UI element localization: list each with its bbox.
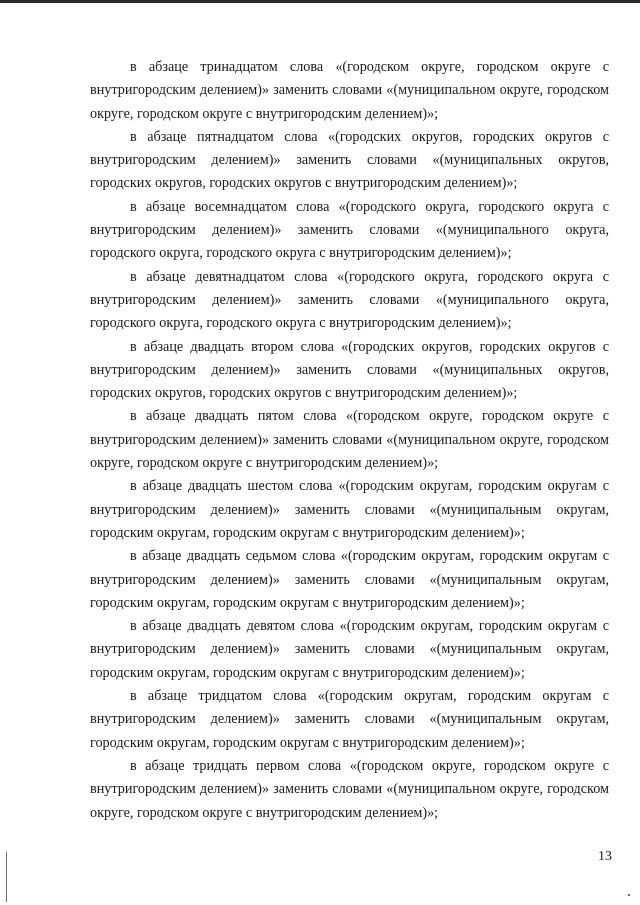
- paragraph-4: в абзаце девятнадцатом слова «(городского округа, городского округа с внутригородским делением)» заменить словами «(муниципального округа, городского округа, городского округа с внутригородским делением)»;: [90, 268, 609, 332]
- paragraph-6: в абзаце двадцать пятом слова «(городском округе, городском округе с внутригородским делением)» заменить словами «(муниципальном округе, городском округе, городском округе с внутригородским делением)»;: [90, 408, 609, 472]
- scan-margin-mark: [6, 852, 7, 902]
- page-number: 13: [598, 849, 612, 864]
- paragraph-10: в абзаце тридцатом слова «(городским округам, городским округам с внутригородским делением)» заменить словами «(муниципальным округам, городским округам, городским округам с внутригородским делением)»;: [90, 688, 609, 751]
- paragraph-9: в абзаце двадцать девятом слова «(городским округам, городским округам с внутригородским делением)» заменить словами «(муниципальным округам, городским округам, городским округам с внутригородским делением)»;: [90, 618, 609, 681]
- paragraph-3: в абзаце восемнадцатом слова «(городского округа, городского округа с внутригородским делением)» заменить словами «(муниципального округа, городского округа, городского округа с внутригородским делением)»;: [90, 198, 609, 262]
- paragraph-7: в абзаце двадцать шестом слова «(городским округам, городским округам с внутригородским делением)» заменить словами «(муниципальным округам, городским округам, городским округам с внутригородским делением)»;: [90, 478, 609, 541]
- paragraph-5: в абзаце двадцать втором слова «(городских округов, городских округов с внутригородским делением)» заменить словами «(муниципальных округов, городских округов, городских округов с внутригородским делением)»;: [90, 338, 609, 402]
- paragraph-11: в абзаце тридцать первом слова «(городском округе, городском округе с внутригородским делением)» заменить словами «(муниципальном округе, городском округе, городском округе с внутригородским делением)»;: [90, 757, 609, 821]
- paragraph-8: в абзаце двадцать седьмом слова «(городским округам, городским округам с внутригородским делением)» заменить словами «(муниципальным округам, городским округам, городским округам с внутригородским делением)»;: [90, 548, 609, 611]
- scan-speck: [628, 894, 630, 896]
- paragraph-1: в абзаце тринадцатом слова «(городском округе, городском округе с внутригородским делением)» заменить словами «(муниципальном округе, городском округе, городском округе с внутригородским делением)»;: [90, 59, 609, 122]
- document-body: [90, 56, 609, 825]
- paragraph-2: в абзаце пятнадцатом слова «(городских округов, городских округов с внутригородским делением)» заменить словами «(муниципальных округов, городских округов, городских округов с внутригородским делением)»;: [90, 128, 609, 192]
- scan-top-edge: [0, 0, 640, 3]
